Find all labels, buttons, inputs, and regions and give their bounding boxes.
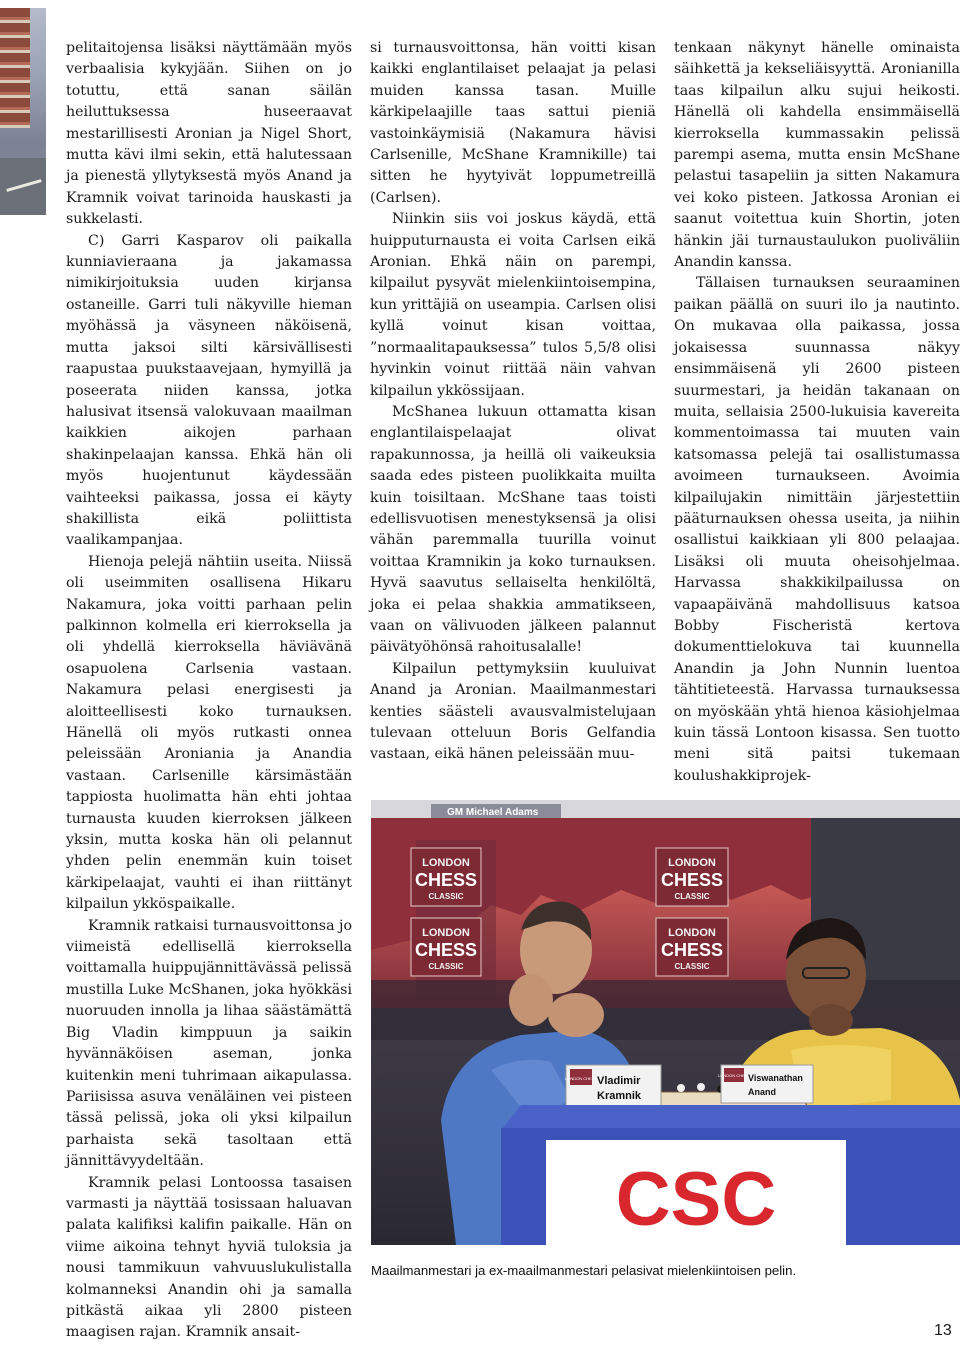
event-poster (656, 848, 728, 906)
nameplate-name-first: Viswanathan (748, 1073, 803, 1083)
poster-text-classic: CLASSIC (674, 892, 710, 901)
photo-caption: Maailmanmestari ja ex-maailmanmestari pelasivat mielenkiintoisen pelin. (371, 1263, 797, 1278)
nameplate-logo: LONDON CHESS (564, 1076, 598, 1081)
event-poster (411, 848, 481, 906)
nameplate-logo: LONDON CHESS (717, 1073, 751, 1078)
paragraph: C) Garri Kasparov oli paikalla kunniavieraana ja jakamassa nimikirjoituksia uuden kirjansa ostaneille. Garri tuli näkyville hieman myöhässä ja väsyneen näköisenä, mutta jaksoi silti kärsivällisesti raapustaa puukstaavejaan, hymyillä ja poseerata niiden kanssa, jotka halusivat itsensä valokuvaan maailman kaikkien aikojen parhaan shakinpelaajan kanssa. Ehkä hän oli myös huojentunut käydessään vaihteeksi paikassa, jossa ei käyty shakillista eikä poliittista vaalikampanjaa. (66, 232, 352, 549)
paragraph: Kilpailun pettymyksiin kuuluivat Anand ja Aronian. Maailmanmestari kenties säästeli avausvalmistelujaan tulevaan otteluun Boris Gelfandia vastaan, eikä hänen peleissään muu- (370, 660, 656, 763)
poster-text-london: LONDON (422, 857, 470, 869)
poster-text-london: LONDON (668, 857, 716, 869)
nameplate-name-first: Vladimir (597, 1075, 641, 1087)
paragraph: tenkaan näkynyt hänelle ominaista säihkettä ja kekseliäisyyttä. Aronianilla taas kilpailun alku sujui heikosti. Hänellä oli kahdella ensimmäisellä kierroksella kummassakin pelissä parempi asema, mutta ensin McShane pelastui tasapeliin ja sitten Nakamura vei koko pisteen. Jatkossa Aronian ei saanut voitettua kuin Shortin, joten hänkin jäi turnaustaulukon puoliväliin Anandin kanssa. (674, 40, 960, 271)
paragraph: Kramnik pelasi Lontoossa tasaisen varmasti ja näyttää tosissaan haluavan palata kalifiksi kalifin paikalle. Hän on viime aikoina tehnyt hyviä tuloksia ja nousi tammikuun vahvuuslukulistalla kolmanneksi Anandin ohi ja samalla pitkästä aikaa yli 2800 pisteen maagisen rajan. Kramnik ansait- (66, 1174, 352, 1341)
chess-players-photo (371, 800, 960, 1245)
poster-text-classic: CLASSIC (428, 962, 464, 971)
article-column-2 (370, 38, 656, 778)
poster-text-london: LONDON (422, 927, 470, 939)
article-column-3 (674, 38, 960, 784)
poster-text-chess: CHESS (414, 870, 478, 890)
event-poster (656, 918, 728, 976)
paragraph: Kramnik ratkaisi turnausvoittonsa jo viimeistä edellisellä kierroksella voittamalla huippujännittävässä pelissä mustilla Luke McShanen, joka hyökkäsi nuoruuden innolla ja lihaa säästämättä Big Vladin kimppuun ja saikin hyvännäköisen aseman, jonka kuitenkin meni tuhrimaan aikapulassa. Pariisissa asuva venäläinen vei pisteen tässä pelissä, joka oli yksi kilpailun parhaista sekä tasoltaan että jännittävyydeltään. (66, 917, 352, 1170)
poster-text-classic: CLASSIC (674, 962, 710, 971)
paragraph: Niinkin siis voi joskus käydä, että huipputurnausta ei voita Carlsen eikä Aronian. Ehkä näin on parempi, kilpailut pysyvät mielenkiintoisempina, kun yrittäjiä on useampia. Carlsen olisi kyllä voinut kisan voittaa, ”normaalitapauksessa” tulos 5,5/8 olisi hyvinkin voinut riittää näin vahvan kilpailun ykkössijaan. (370, 211, 656, 399)
page-number: 13 (934, 1322, 952, 1339)
commentator-banner: GM Michael Adams (447, 807, 539, 818)
nameplate-anand (718, 1065, 813, 1103)
event-poster (411, 918, 481, 976)
sponsor-logo: CSC (615, 1157, 777, 1242)
paragraph: McShanea lukuun ottamatta kisan englantilaispelaajat olivat rapakunnossa, ja heillä oli vaikeuksia saada edes pisteen puolikkaita muilta kuin toisiltaan. McShane taas toisti edellisvuotisen menestyksensä ja olisi vähän paremmalla tuurilla voinut voittaa Kramnikin ja koko turnauksen. Hyvä saavutus sellaiselta henkilöltä, joka ei pelaa shakkia ammatikseen, vaan on välivuoden jälkeen palannut päivätyöhönsä rahoitusalalle! (370, 403, 656, 656)
poster-text-classic: CLASSIC (428, 892, 464, 901)
article-column-1 (66, 38, 352, 1341)
poster-text-london: LONDON (668, 927, 716, 939)
building-facade (0, 8, 30, 128)
paragraph: Tällaisen turnauksen seuraaminen paikan päällä on suuri ilo ja nautinto. On mukavaa olla paikassa, jossa jokaisessa suunnassa näkyy ensimmäisenä yli 2600 pisteen suurmestari, ja heidän takanaan on muita, sellaisia 2500-lukuisia kavereita kommentoimassa tai muuten vain katsomassa pelejä tai osallistumassa avoimeen turnaukseen. Avoimia kilpailujakin nimittäin järjestettiin pääturnauksen ohessa useita, ja niihin osallistui kaikkiaan yli 800 pelaajaa. Lisäksi oli muuta oheisohjelmaa. Harvassa shakkikilpailussa on vapaapäivänä mahdollisuus katsoa Bobby Fischeristä kertova dokumenttielokuva tai kuunnella Anandin ja John Nunnin luentoa tähtitieteestä. Harvassa turnauksessa on myöskään yhtä hienoa käsiohjelmaa kuin tässä Lontoon kisassa. Sen tuotto meni sitä paitsi tukemaan koulushakkiprojek- (674, 275, 960, 784)
nameplate-name-last: Kramnik (597, 1090, 642, 1102)
tournament-table (501, 1105, 960, 1245)
paragraph: si turnausvoittonsa, hän voitti kisan kaikki englantilaiset pelaajat ja pelasi muiden kanssa tasan. Muille kärkipelaajille taas sattui pieniä vastoinkäymisiä (Nakamura hävisi Carlsenille, McShane Kramnikille) tai sitten he hyytyivät loppumetreillä (Carlsen). (370, 40, 656, 206)
nameplate-name-last: Anand (748, 1087, 776, 1097)
poster-text-chess: CHESS (660, 870, 724, 890)
paragraph: Hienoja pelejä nähtiin useita. Niissä oli useimmiten osallisena Hikaru Nakamura, joka voitti parhaan pelin palkinnon kolmella eri kierroksella ja oli yhdellä kierroksella häviävänä osapuolena Carlsenia vastaan. Nakamura pelasi energisesti ja aloitteellisesti koko turnauksen. Hänellä oli myös rutkasti onnea peleissään Aroniania ja Anandia vastaan. Carlsenille kärsimästään tappiosta huolimatta hän ehti johtaa turnausta kuuden kierroksen jälkeen yksin, mutta koska hän oli pelannut yhden pelin enemmän kuin toiset kärkipelaajat, vauhti ei ihan riittänyt kilpailun ykköspaikalle. (66, 553, 352, 913)
poster-text-chess: CHESS (414, 940, 478, 960)
paragraph: pelitaitojensa lisäksi näyttämään myös verbaalisia kykyjään. Siihen on jo totuttu, että sanan säilän heiluttuksessa huseeraavat mestarillisesti Aronian ja Nigel Short, mutta kävi ilmi sekin, että halutessaan ja pienestä yllytyksestä myös Anand ja Kramnik voivat tarinoida hauskasti ja sukkelasti. (66, 40, 352, 228)
nameplate-kramnik (565, 1065, 661, 1107)
poster-text-chess: CHESS (660, 940, 724, 960)
edge-photo-strip (0, 8, 46, 215)
